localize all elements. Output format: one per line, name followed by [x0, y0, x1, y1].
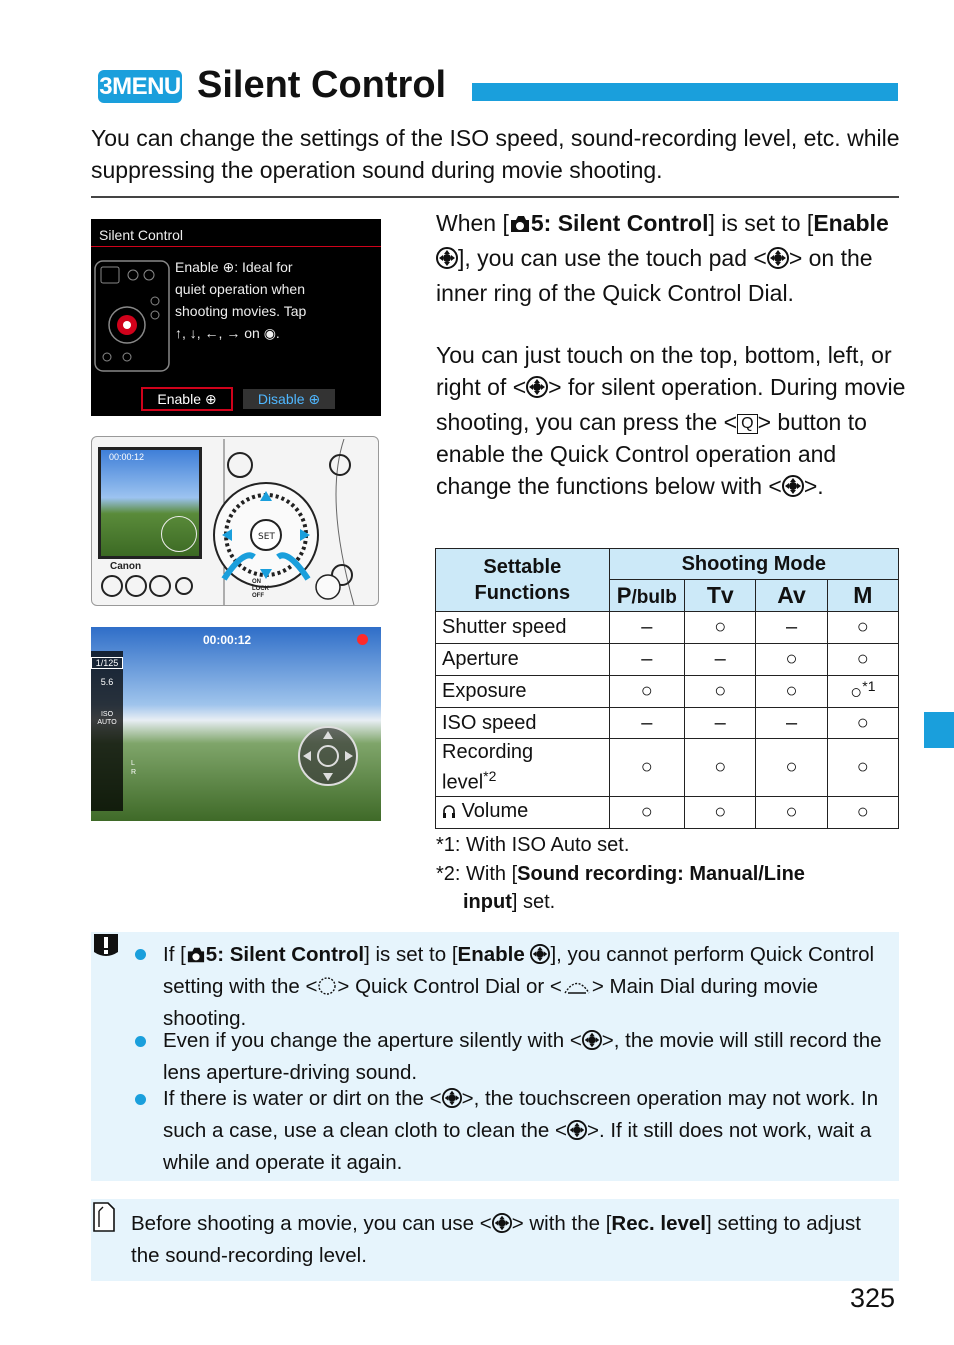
- footnote-2: *2: With [Sound recording: Manual/Line input] set.: [436, 863, 805, 913]
- quick-control-dial-icon: [317, 975, 337, 1004]
- menu-tab-badge: [98, 70, 182, 103]
- table-row: Recording level$^{*2}$ ○ ○ ○ ○: [436, 739, 899, 797]
- caution-icon: [91, 932, 121, 960]
- table-row: ISO speed – – – ○: [436, 708, 899, 739]
- shooting-settings-panel: [91, 651, 123, 811]
- disable-option[interactable]: Disable ⊕: [243, 389, 335, 409]
- description-paragraph-1: When [ 5: Silent Control] is set to [Enable ], you can use the touch pad < > on the inner ring of the Quick Control Dial.: [436, 210, 889, 306]
- footnote-ref-2: *2: [483, 768, 497, 785]
- touch-pad-icon: [436, 245, 458, 277]
- headphone-icon: [442, 802, 456, 825]
- screen-help-text: Enable ⊕: Ideal for quiet operation when shooting movies. Tap ↑, ↓, ←, → on ◉.: [175, 259, 307, 341]
- description-paragraph-2: You can just touch on the top, bottom, left, or right of < > for silent operation. During movie shooting, you can press the < Q > button to enable the Quick Control operation and change the functions below with < >.: [436, 339, 906, 505]
- mode-p-bulb: P/bulb: [609, 580, 685, 612]
- settable-functions-table: [435, 548, 899, 829]
- title-accent-bar: [472, 83, 898, 101]
- power-switch-labels: ON LOCK OFF: [252, 579, 269, 599]
- col-header-shooting-mode: Shooting Mode: [609, 549, 898, 580]
- mode-m: M: [827, 580, 898, 612]
- table-row: Exposure ○ ○ ○ ○$^{*1}$: [436, 676, 899, 708]
- memo-icon: [91, 1201, 117, 1233]
- note-text: Before shooting a movie, you can use < > with the [Rec. level] setting to adjust the sound-recording level.: [131, 1212, 861, 1267]
- menu-tab-label: MENU: [112, 72, 181, 100]
- footnote-ref-1: *1: [862, 678, 876, 695]
- button-row-icon: [98, 571, 208, 601]
- brand-logo: Canon: [110, 561, 142, 572]
- caution-item-2: Even if you change the aperture silently with < >, the movie will still record the lens aperture-driving sound.: [163, 1029, 882, 1084]
- camera-shooting-icon: [509, 210, 531, 242]
- lcd-preview: 00:00:12: [98, 447, 202, 559]
- table-row: Aperture – – ○ ○: [436, 644, 899, 676]
- caution-box: [91, 932, 899, 1181]
- touch-pad-icon: [782, 473, 804, 505]
- main-dial-icon: [562, 975, 592, 1004]
- caution-item-3: If there is water or dirt on the < >, the touchscreen operation may not work. In such a case, use a clean cloth to clean the < >. If it still does not work, wait a while and operate it again.: [163, 1087, 879, 1174]
- note-box: [91, 1199, 899, 1281]
- touch-pad-icon: [526, 374, 548, 406]
- section-divider: [91, 196, 899, 198]
- touch-pad-icon: [492, 1212, 512, 1241]
- camera-shooting-icon: [186, 943, 206, 972]
- touch-pad-icon: [442, 1087, 462, 1116]
- table-row: Shutter speed – ○ – ○: [436, 612, 899, 644]
- page-title: Silent Control: [197, 64, 447, 106]
- movie-shooting-screen: [91, 627, 381, 821]
- touch-pad-icon: [567, 1119, 587, 1148]
- audio-level-meter: L R: [131, 760, 137, 776]
- caution-item-1: If [ 5: Silent Control] is set to [Enable ], you cannot perform Quick Control setting with the < > Quick Control Dial or < > Main Dial during movie shooting.: [163, 943, 875, 1030]
- silent-control-menu-screen: [91, 219, 381, 416]
- camera-back-diagram-icon: [93, 253, 173, 373]
- intro-text: You can change the settings of the ISO speed, sound-recording level, etc. while suppressing the operation sound during movie shooting.: [91, 125, 900, 183]
- menu-tab-number: 3: [99, 72, 113, 100]
- mode-av: Av: [756, 580, 827, 612]
- aperture-value[interactable]: 5.6: [100, 677, 114, 687]
- quick-control-dial-icon: [204, 439, 378, 605]
- camera-back-illustration: [91, 436, 379, 606]
- iso-value[interactable]: ISO AUTO: [97, 711, 117, 726]
- chapter-side-tab: [924, 712, 954, 748]
- touch-pad-icon: [297, 725, 359, 787]
- record-indicator-icon: [357, 634, 368, 645]
- screen-menu-title: Silent Control: [99, 227, 184, 243]
- col-header-functions: Settable Functions: [436, 549, 610, 612]
- page-number: 325: [850, 1283, 896, 1313]
- svg-text:SET: SET: [258, 532, 275, 542]
- footnote-1: *1: With ISO Auto set.: [436, 834, 630, 856]
- movie-timecode: 00:00:12: [203, 633, 252, 647]
- q-button-icon: Q: [737, 414, 757, 434]
- enable-option[interactable]: Enable ⊕: [141, 387, 233, 411]
- mode-tv: Tv: [685, 580, 756, 612]
- touch-pad-icon: [767, 245, 789, 277]
- touch-pad-icon: [530, 943, 550, 972]
- touch-pad-icon: [582, 1029, 602, 1058]
- shutter-speed-value[interactable]: 1/125: [91, 657, 123, 669]
- table-row: Volume ○ ○ ○ ○: [436, 797, 899, 829]
